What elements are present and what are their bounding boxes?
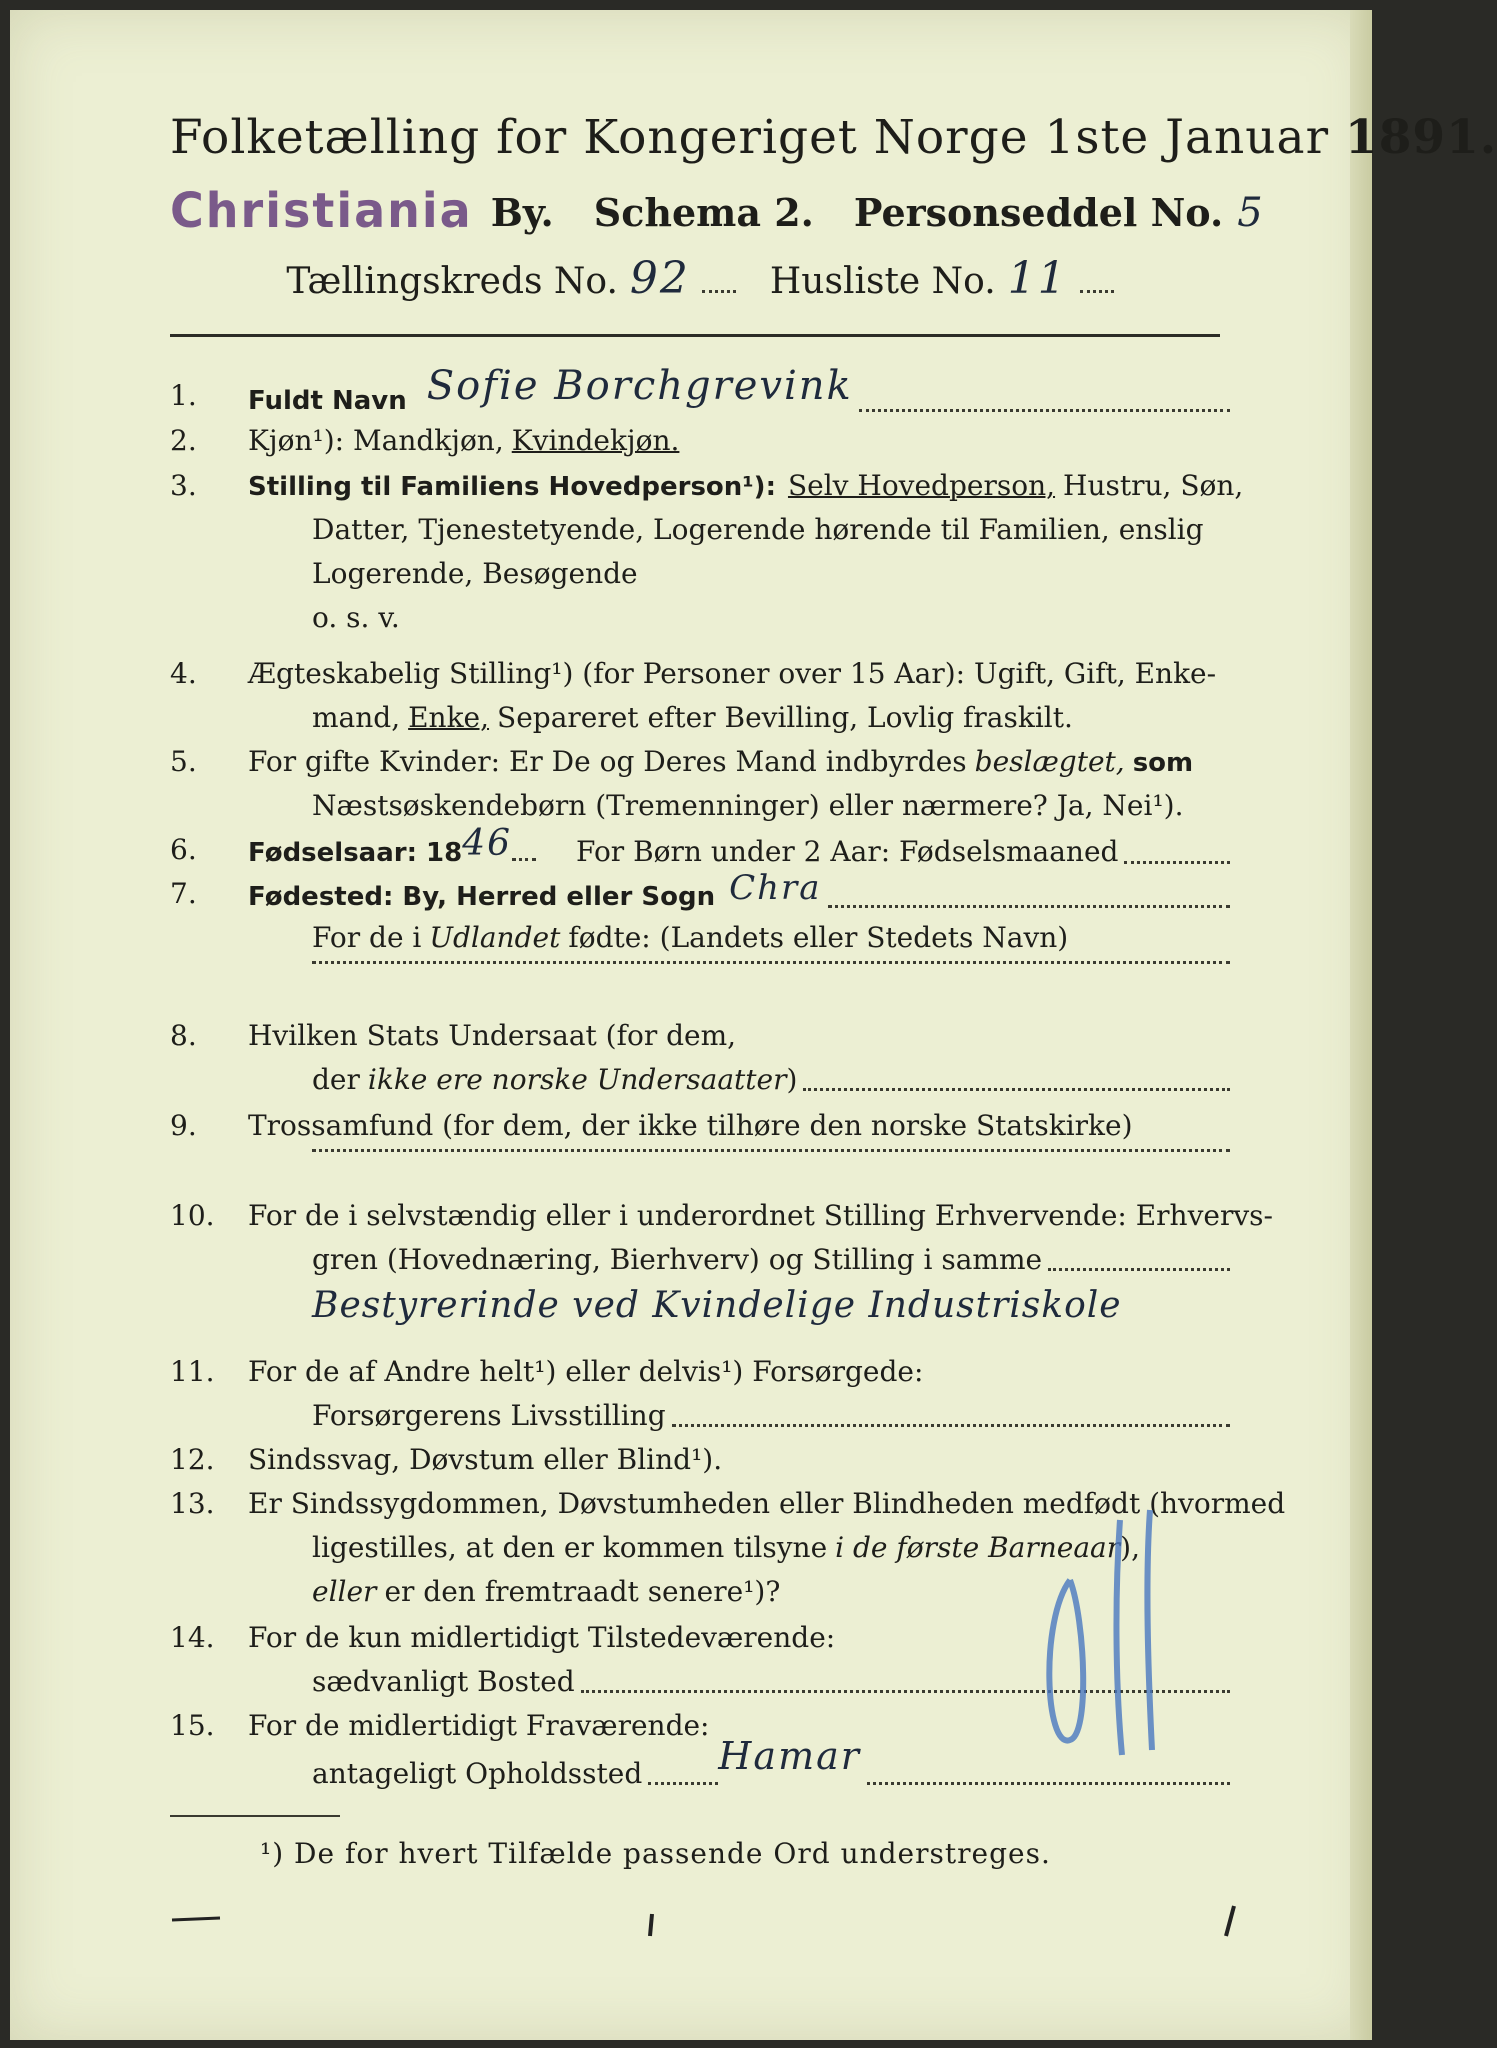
- title-text: Folketælling for Kongeriget Norge 1ste Januar: [170, 110, 1330, 165]
- item-number: 12.: [170, 1443, 215, 1476]
- schema-label: Schema 2.: [593, 190, 814, 235]
- married-women-rest: som: [1132, 748, 1194, 778]
- taellingskreds-label: Tællingskreds No.: [286, 261, 618, 302]
- ink-tick-icon: [1216, 1902, 1246, 1942]
- taellingskreds-value: 92: [629, 253, 690, 304]
- religion-label: Trossamfund (for dem, der ikke tilhøre den norske Statskirke): [248, 1109, 1133, 1142]
- temporary-absent-label: For de midlertidigt Fraværende:: [248, 1709, 710, 1742]
- husliste-value: 11: [1007, 253, 1068, 304]
- by-label: By.: [490, 190, 554, 235]
- supporter-occupation-label: Forsørgerens Livsstilling: [312, 1399, 666, 1432]
- full-name-label: Fuldt Navn: [248, 386, 407, 416]
- birthplace-label: Fødested: By, Herred eller Sogn: [248, 882, 716, 912]
- occupation-line-2: gren (Hovednæring, Bierhverv) og Stilling i samme: [312, 1243, 1043, 1276]
- position-line-4: o. s. v.: [312, 601, 400, 634]
- congenital-post: ),: [1120, 1531, 1140, 1564]
- congenital-line-3: er den fremtraadt senere¹)?: [384, 1575, 781, 1608]
- supported-label: For de af Andre helt¹) eller delvis¹) Forsørgede:: [248, 1355, 924, 1388]
- disability-label: Sindssvag, Døvstum eller Blind¹).: [248, 1443, 723, 1476]
- usual-residence-label: sædvanligt Bosted: [312, 1665, 575, 1698]
- congenital-pre: ligestilles, at den er kommen tilsyne: [312, 1531, 828, 1564]
- form-content: [170, 110, 1497, 337]
- probable-residence-value: Hamar: [718, 1734, 861, 1778]
- item-number: 9.: [170, 1109, 197, 1142]
- item-number: 15.: [170, 1709, 215, 1742]
- census-form-sheet: [10, 10, 1497, 2040]
- abroad-post: fødte: (Landets eller Stedets Navn): [568, 921, 1069, 954]
- abroad-pre: For de i: [312, 921, 422, 954]
- position-line-2: Datter, Tjenestetyende, Logerende hørende til Familien, enslig: [312, 513, 1204, 546]
- footnote: ¹) De for hvert Tilfælde passende Ord understreges.: [260, 1837, 1051, 1870]
- birth-year-label: Fødselsaar: 18: [248, 838, 463, 868]
- ink-dash-icon: [170, 1910, 230, 1930]
- item-number: 11.: [170, 1355, 215, 1388]
- title-year: 1891.: [1345, 110, 1497, 165]
- marital-line-2-pre: mand,: [312, 701, 401, 734]
- birth-year-value: 46: [462, 823, 513, 864]
- probable-residence-label: antageligt Opholdssted: [312, 1757, 643, 1790]
- footnote-rule: [170, 1815, 340, 1817]
- occupation-label: For de i selvstændig eller i underordnet Stilling Erhvervende: Erhvervs-: [248, 1199, 1274, 1232]
- nationality-italic: ikke ere norske Undersaatter: [367, 1063, 787, 1096]
- item-number: 6.: [170, 833, 197, 866]
- item-number: 13.: [170, 1487, 215, 1520]
- item-number: 2.: [170, 424, 197, 457]
- paper-edge: [1350, 10, 1372, 2040]
- item-number: 4.: [170, 657, 197, 690]
- birthplace-value: Chra: [729, 868, 822, 908]
- married-women-line-2: Næstsøskendebørn (Tremenninger) eller nærmere? Ja, Nei¹).: [312, 789, 1184, 822]
- item-number: 3.: [170, 469, 197, 502]
- item-number: 8.: [170, 1019, 197, 1052]
- marital-label: Ægteskabelig Stilling¹) (for Personer over 15 Aar): Ugift, Gift, Enke-: [248, 657, 1217, 690]
- nationality-label: Hvilken Stats Undersaat (for dem,: [248, 1019, 737, 1052]
- congenital-label: Er Sindssygdommen, Døvstumheden eller Blindheden medfødt (hvormed: [248, 1487, 1286, 1520]
- blue-pencil-mark-icon: [1030, 1500, 1180, 1760]
- congenital-italic: i de første Barneaar: [835, 1531, 1121, 1564]
- nationality-post: ): [786, 1063, 798, 1096]
- position-line-3: Logerende, Besøgende: [312, 557, 638, 590]
- city-schema-line: [170, 181, 1265, 239]
- city-stamp: Christiania: [170, 181, 473, 239]
- item-number: 5.: [170, 745, 197, 778]
- item-number: 10.: [170, 1199, 215, 1232]
- husliste-label: Husliste No.: [769, 261, 996, 302]
- header-rule: [170, 334, 1220, 337]
- position-label: Stilling til Familiens Hovedperson¹):: [248, 472, 776, 502]
- personseddel-label: Personseddel No.: [853, 190, 1224, 235]
- temporary-present-label: For de kun midlertidigt Tilstedeværende:: [248, 1621, 836, 1654]
- position-selected: Selv Hovedperson,: [787, 469, 1056, 502]
- item-number: 14.: [170, 1621, 215, 1654]
- form-title: [170, 110, 1497, 165]
- position-rest: Hustru, Søn,: [1063, 469, 1244, 502]
- marital-selected: Enke,: [408, 701, 490, 734]
- item-number: 1.: [170, 379, 197, 412]
- full-name-value: Sofie Borchgrevink: [426, 363, 853, 409]
- nationality-pre: der: [312, 1063, 360, 1096]
- married-women-label: For gifte Kvinder: Er De og Deres Mand indbyrdes: [248, 745, 967, 778]
- personseddel-value: 5: [1237, 190, 1265, 236]
- abroad-italic: Udlandet: [429, 921, 561, 954]
- ink-dot-icon: [642, 1910, 662, 1940]
- occupation-value: Bestyrerinde ved Kvindelige Industriskole: [312, 1285, 1122, 1326]
- married-women-italic: beslægtet,: [974, 745, 1125, 778]
- sex-label: Kjøn¹): Mandkjøn,: [248, 424, 504, 457]
- item-number: 7.: [170, 877, 197, 910]
- kreds-husliste-line: [170, 253, 1230, 304]
- congenital-line-3-italic: eller: [312, 1575, 377, 1608]
- birth-month-label: For Børn under 2 Aar: Fødselsmaaned: [576, 835, 1119, 868]
- marital-line-2-post: Separeret efter Bevilling, Lovlig fraskilt.: [497, 701, 1073, 734]
- sex-selected: Kvindekjøn.: [511, 424, 680, 457]
